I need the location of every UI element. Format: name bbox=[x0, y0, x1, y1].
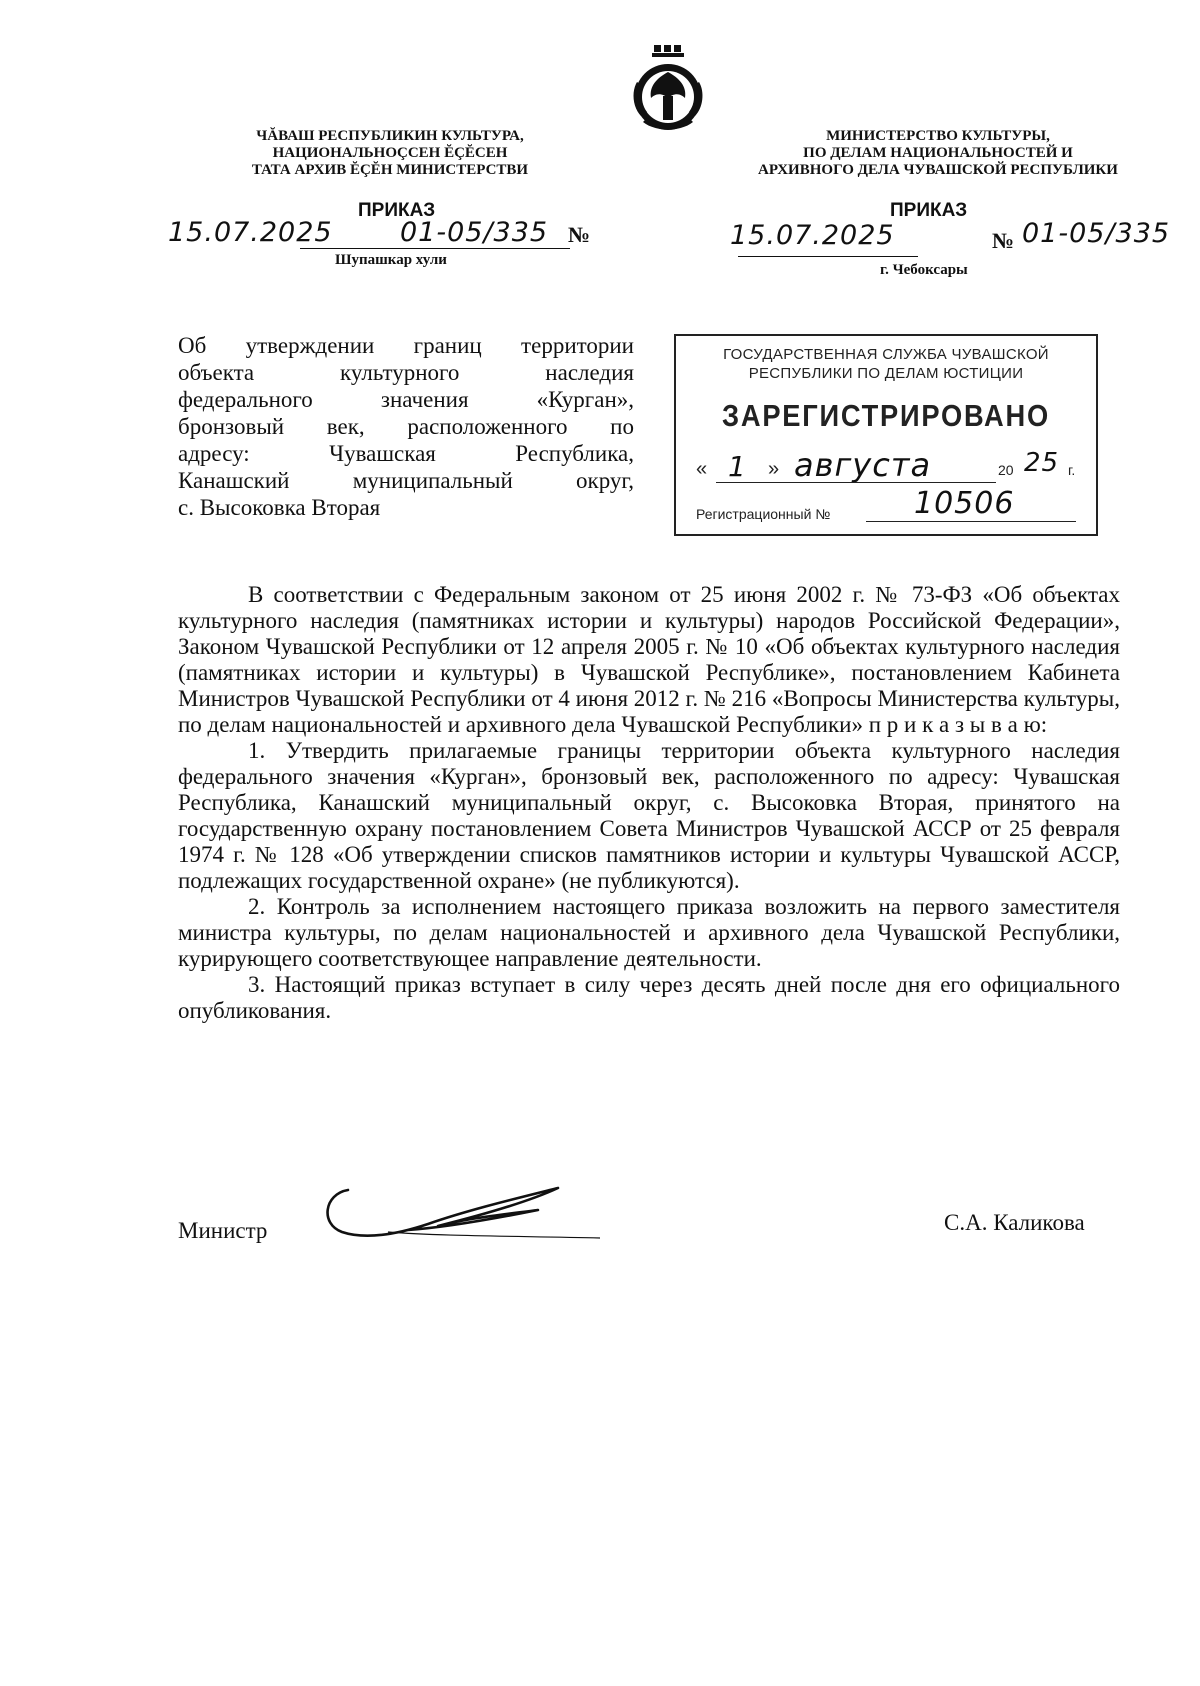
header-right-doc-type: ПРИКАЗ bbox=[890, 200, 968, 221]
stamp-day-underline bbox=[716, 482, 786, 483]
header-left-number: 01-05/335 bbox=[400, 217, 549, 248]
coat-of-arms-emblem bbox=[627, 42, 709, 134]
header-left-doc-type: ПРИКАЗ bbox=[358, 200, 436, 221]
header-right-place: г. Чебоксары bbox=[880, 262, 968, 278]
stamp-reg-underline bbox=[866, 521, 1076, 522]
stamp-year-suffix: 25 bbox=[1024, 448, 1060, 478]
body-item-1: 1. Утвердить прилагаемые границы территории объекта культурного наследия федерального значения «Курган», бронзовый век, расположенного по адресу: Чувашская Республика, Канашский муниципальный округ, с. Высоковка Вторая, принятого на государственную охрану постановлением Совета Министров Чувашской АССР от 25 февраля 1974 г. № 128 «Об утверждении списков памятников истории и культуры Чувашской АССР, подлежащих государственной охране» (не публикуются). bbox=[178, 738, 1120, 893]
stamp-year-prefix: 20 bbox=[998, 462, 1014, 478]
header-right-line: ПО ДЕЛАМ НАЦИОНАЛЬНОСТЕЙ И bbox=[803, 145, 1073, 161]
header-right-line: АРХИВНОГО ДЕЛА ЧУВАШСКОЙ РЕСПУБЛИКИ bbox=[758, 162, 1118, 178]
signature-name: С.А. Каликова bbox=[944, 1210, 1085, 1235]
stamp-reg-number: 10506 bbox=[914, 486, 1015, 521]
subject-line: с. Высоковка Вторая bbox=[178, 495, 381, 520]
stamp-day: 1 bbox=[728, 450, 747, 483]
header-left-line: ЧĂВАШ РЕСПУБЛИКИН КУЛЬТУРА, bbox=[256, 128, 524, 144]
subject-line: Канашский муниципальный округ, bbox=[178, 468, 634, 493]
header-left-line: НАЦИОНАЛЬНОÇСЕН ĔÇĔСЕН bbox=[272, 145, 508, 161]
stamp-authority-line: ГОСУДАРСТВЕННАЯ СЛУЖБА ЧУВАШСКОЙ bbox=[723, 346, 1049, 363]
header-left-date: 15.07.2025 bbox=[168, 217, 333, 248]
header-left-number-sign: № bbox=[568, 222, 591, 247]
subject-line: Об утверждении границ территории bbox=[178, 333, 634, 358]
body-item-3: 3. Настоящий приказ вступает в силу через десять дней после дня его официального опубликования. bbox=[178, 972, 1120, 1023]
header-right-ministry-name bbox=[738, 128, 1138, 179]
header-right-number-sign: № bbox=[992, 228, 1015, 253]
header-left-place: Шупашкар хули bbox=[335, 252, 447, 268]
order-body bbox=[178, 582, 1120, 1024]
order-subject bbox=[178, 332, 634, 521]
stamp-month-underline bbox=[786, 482, 996, 483]
header-left-ministry-name bbox=[225, 128, 555, 179]
handwritten-signature bbox=[318, 1180, 608, 1256]
subject-line: бронзовый век, расположенного по bbox=[178, 414, 634, 439]
header-right-number: 01-05/335 bbox=[1022, 218, 1171, 249]
stamp-month: августа bbox=[794, 446, 932, 484]
header-right-line: МИНИСТЕРСТВО КУЛЬТУРЫ, bbox=[826, 128, 1050, 144]
body-intro-paragraph: В соответствии с Федеральным законом от 25 июня 2002 г. № 73-ФЗ «Об объектах культурного наследия (памятниках истории и культуры) народов Российской Федерации», Законом Чувашской Республики от 12 апреля 2005 г. № 10 «Об объектах культурного наследия (памятниках истории и культуры) в Чувашской Республике», постановлением Кабинета Министров Чувашской Республики от 4 июня 2012 г. № 216 «Вопросы Министерства культуры, по делам национальностей и архивного дела Чувашской Республики» п р и к а з ы в а ю: bbox=[178, 582, 1120, 737]
header-left-underline bbox=[300, 248, 570, 249]
stamp-authority-line: РЕСПУБЛИКИ ПО ДЕЛАМ ЮСТИЦИИ bbox=[748, 365, 1024, 382]
stamp-year-unit: г. bbox=[1068, 462, 1076, 478]
stamp-quote-open: « bbox=[696, 458, 708, 480]
subject-line: адресу: Чувашская Республика, bbox=[178, 441, 634, 466]
subject-line: федерального значения «Курган», bbox=[178, 387, 634, 412]
header-right-underline bbox=[738, 256, 918, 257]
stamp-quote-close: » bbox=[768, 458, 780, 480]
stamp-reg-label: Регистрационный № bbox=[696, 506, 831, 522]
header-left-line: ТАТА АРХИВ ĔÇĔН МИНИСТЕРСТВИ bbox=[251, 162, 529, 178]
registration-stamp bbox=[674, 334, 1098, 536]
stamp-title: ЗАРЕГИСТРИРОВАНО bbox=[722, 398, 1050, 433]
header-right-date: 15.07.2025 bbox=[730, 220, 895, 251]
subject-line: объекта культурного наследия bbox=[178, 360, 634, 385]
body-item-2: 2. Контроль за исполнением настоящего приказа возложить на первого заместителя министра культуры, по делам национальностей и архивного дела Чувашской Республики, курирующего соответствующее направление деятельности. bbox=[178, 894, 1120, 971]
signature-position: Министр bbox=[178, 1218, 268, 1243]
